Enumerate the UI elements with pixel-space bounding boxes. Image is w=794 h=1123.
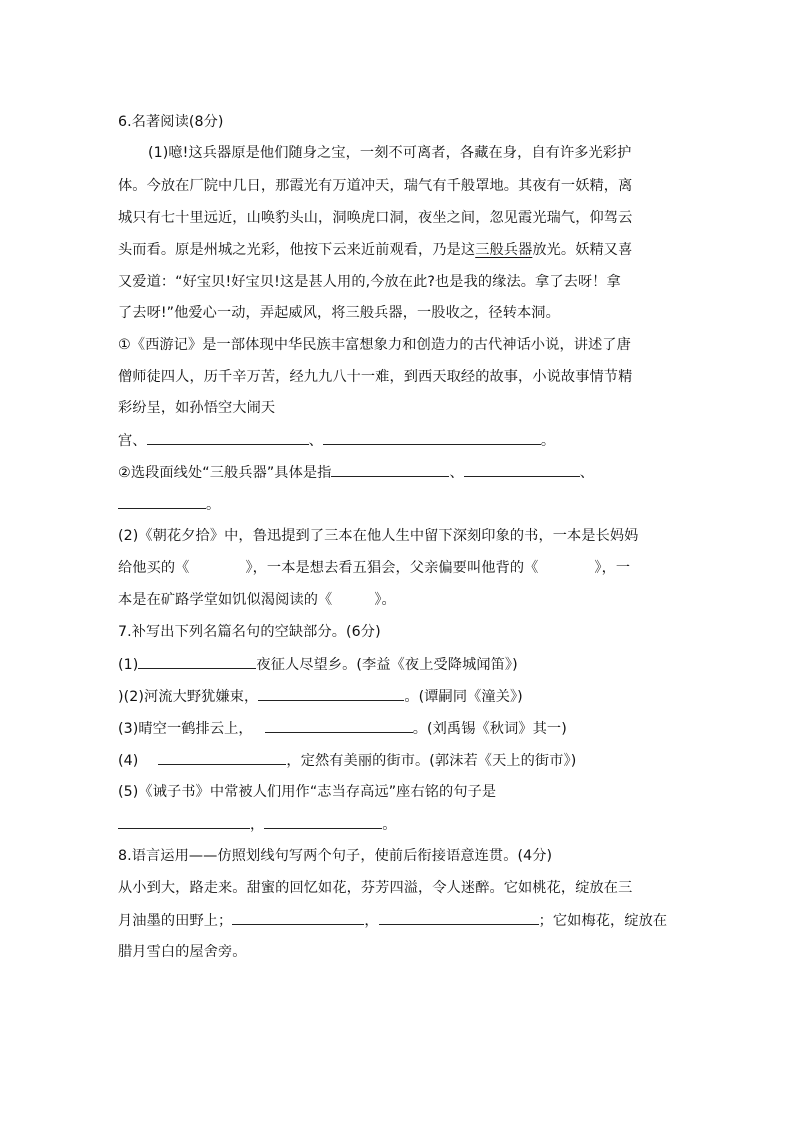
q8-line-1: 从小到大，路走来。甜蜜的回忆如花，芬芳四溢，令人迷醉。它如桃花，绽放在三 (118, 880, 633, 896)
answer-blank[interactable] (232, 910, 364, 925)
q7-item-3 (118, 718, 567, 739)
q7-item-text: (3)晴空一鹤排云上， (118, 721, 253, 737)
q6-sub1-line-3: 彩纷呈，如孙悟空大闹天 (118, 400, 276, 416)
q6-passage-line-3: 城只有七十里远近，山唤豹头山，洞唤虎口洞，夜坐之间，忽见霞光瑞气，仰驾云 (118, 210, 633, 226)
q6-part2-line-2 (118, 558, 630, 578)
answer-blank[interactable] (258, 686, 404, 701)
q7-item-5-answer (118, 814, 397, 835)
q6-sub2-text: 。 (206, 497, 221, 513)
q6-sub2-line-2 (118, 494, 220, 515)
q6-passage-line-6: 了去呀!”他爱心一动，弄起威风，将三般兵器，一股收之，径转本洞。 (118, 305, 560, 321)
q6-passage-text: 放光。妖精又喜 (532, 242, 633, 258)
q6-sub2-line-1 (118, 462, 594, 483)
q6-part2-line-3 (118, 590, 396, 610)
q7-item-text: (4) (118, 753, 139, 769)
q6-title: 6.名著阅读(8分) (118, 114, 224, 130)
answer-blank[interactable] (118, 494, 206, 509)
q8-line-2 (118, 910, 667, 931)
answer-blank[interactable] (264, 814, 382, 829)
answer-blank[interactable] (464, 462, 580, 477)
q6-part2-text: 》。 (374, 592, 396, 608)
q6-passage-line-4 (118, 240, 632, 260)
q7-item-4 (118, 750, 576, 771)
q8-title: 8.语言运用——仿照划线句写两个句子，使前后衔接语意连贯。(4分) (118, 848, 553, 864)
q7-item-text: 夜征人尽望乡。(李益《夜上受降城闻笛》) (256, 657, 518, 673)
q7-item-text: 。(谭嗣同《潼关》) (404, 689, 523, 705)
q6-sub2-text: ②选段面线处“三般兵器”具体是指 (118, 465, 332, 481)
answer-blank[interactable] (265, 718, 413, 733)
q6-passage-line-2: 体。今放在厂院中几日，那霞光有万道冲天，瑞气有千般罩地。其夜有一妖精，离 (118, 178, 633, 194)
q6-sub1-text: 、 (308, 433, 323, 449)
answer-blank[interactable] (379, 910, 539, 925)
q7-item-5: (5)《诫子书》中常被人们用作“志当存高远”座右铭的句子是 (118, 784, 497, 800)
q6-passage-line-1: (1)噫!这兵器原是他们随身之宝，一刻不可离者，各藏在身，自有许多光彩护 (148, 145, 632, 161)
answer-blank[interactable] (323, 430, 541, 445)
q6-passage-line-5: 又爱道：“好宝贝!好宝贝!这是甚人用的,今放在此?也是我的缘法。拿了去呀！拿 (118, 274, 621, 290)
answer-blank[interactable] (147, 430, 309, 445)
q7-item-text: (1) (118, 657, 139, 673)
q7-item-text: ， (250, 817, 265, 833)
q6-part2-text: 给他买的《 (118, 560, 190, 576)
q6-sub1-line-4 (118, 430, 555, 451)
q6-part2-line-1: (2)《朝花夕拾》中，鲁迅提到了三本在他人生中留下深刻印象的书，一本是长妈妈 (118, 528, 639, 544)
q8-text: ， (364, 913, 379, 929)
q6-part2-text: 》，一本是想去看五猖会，父亲偏要叫他背的《 (245, 560, 539, 576)
q7-item-text: )(2)河流大野犹嫌束， (118, 689, 259, 705)
answer-blank[interactable] (118, 814, 250, 829)
answer-blank[interactable] (158, 750, 286, 765)
q7-item-text: ，定然有美丽的街市。(郭沫若《天上的街市》) (286, 753, 577, 769)
q6-sub1-text: 。 (540, 433, 556, 449)
q7-item-text: 。(刘禹锡《秋词》其一) (412, 721, 567, 737)
q6-part2-text: 本是在矿路学堂如饥似渴阅读的《 (118, 592, 333, 608)
q8-text: ；它如梅花，绽放在 (538, 913, 668, 929)
q6-passage-text: 头而看。原是州城之光彩，他按下云来近前观看，乃是这 (118, 242, 476, 258)
q6-sub1-line-1: ①《西游记》是一部体现中华民族丰富想象力和创造力的古代神话小说，讲述了唐 (118, 337, 631, 353)
q7-item-1 (118, 654, 518, 675)
q7-item-2 (118, 686, 523, 707)
underlined-weapons: 三般兵器 (475, 242, 533, 258)
q6-part2-text: 》，一 (594, 560, 631, 576)
q6-sub2-text: 、 (579, 465, 595, 481)
answer-blank[interactable] (138, 654, 256, 669)
q8-line-3: 腊月雪白的屋舍旁。 (118, 944, 247, 960)
q8-text: 月油墨的田野上； (118, 913, 233, 929)
q6-sub1-text: 宫、 (118, 433, 147, 449)
q7-title: 7.补写出下列名篇名句的空缺部分。(6分) (118, 624, 381, 640)
q6-sub1-line-2: 僧师徒四人，历千辛万苦，经九九八十一难，到西天取经的故事，小说故事情节精 (118, 369, 633, 385)
answer-blank[interactable] (331, 462, 449, 477)
q7-item-text: 。 (382, 817, 397, 833)
q6-sub2-text: 、 (449, 465, 464, 481)
